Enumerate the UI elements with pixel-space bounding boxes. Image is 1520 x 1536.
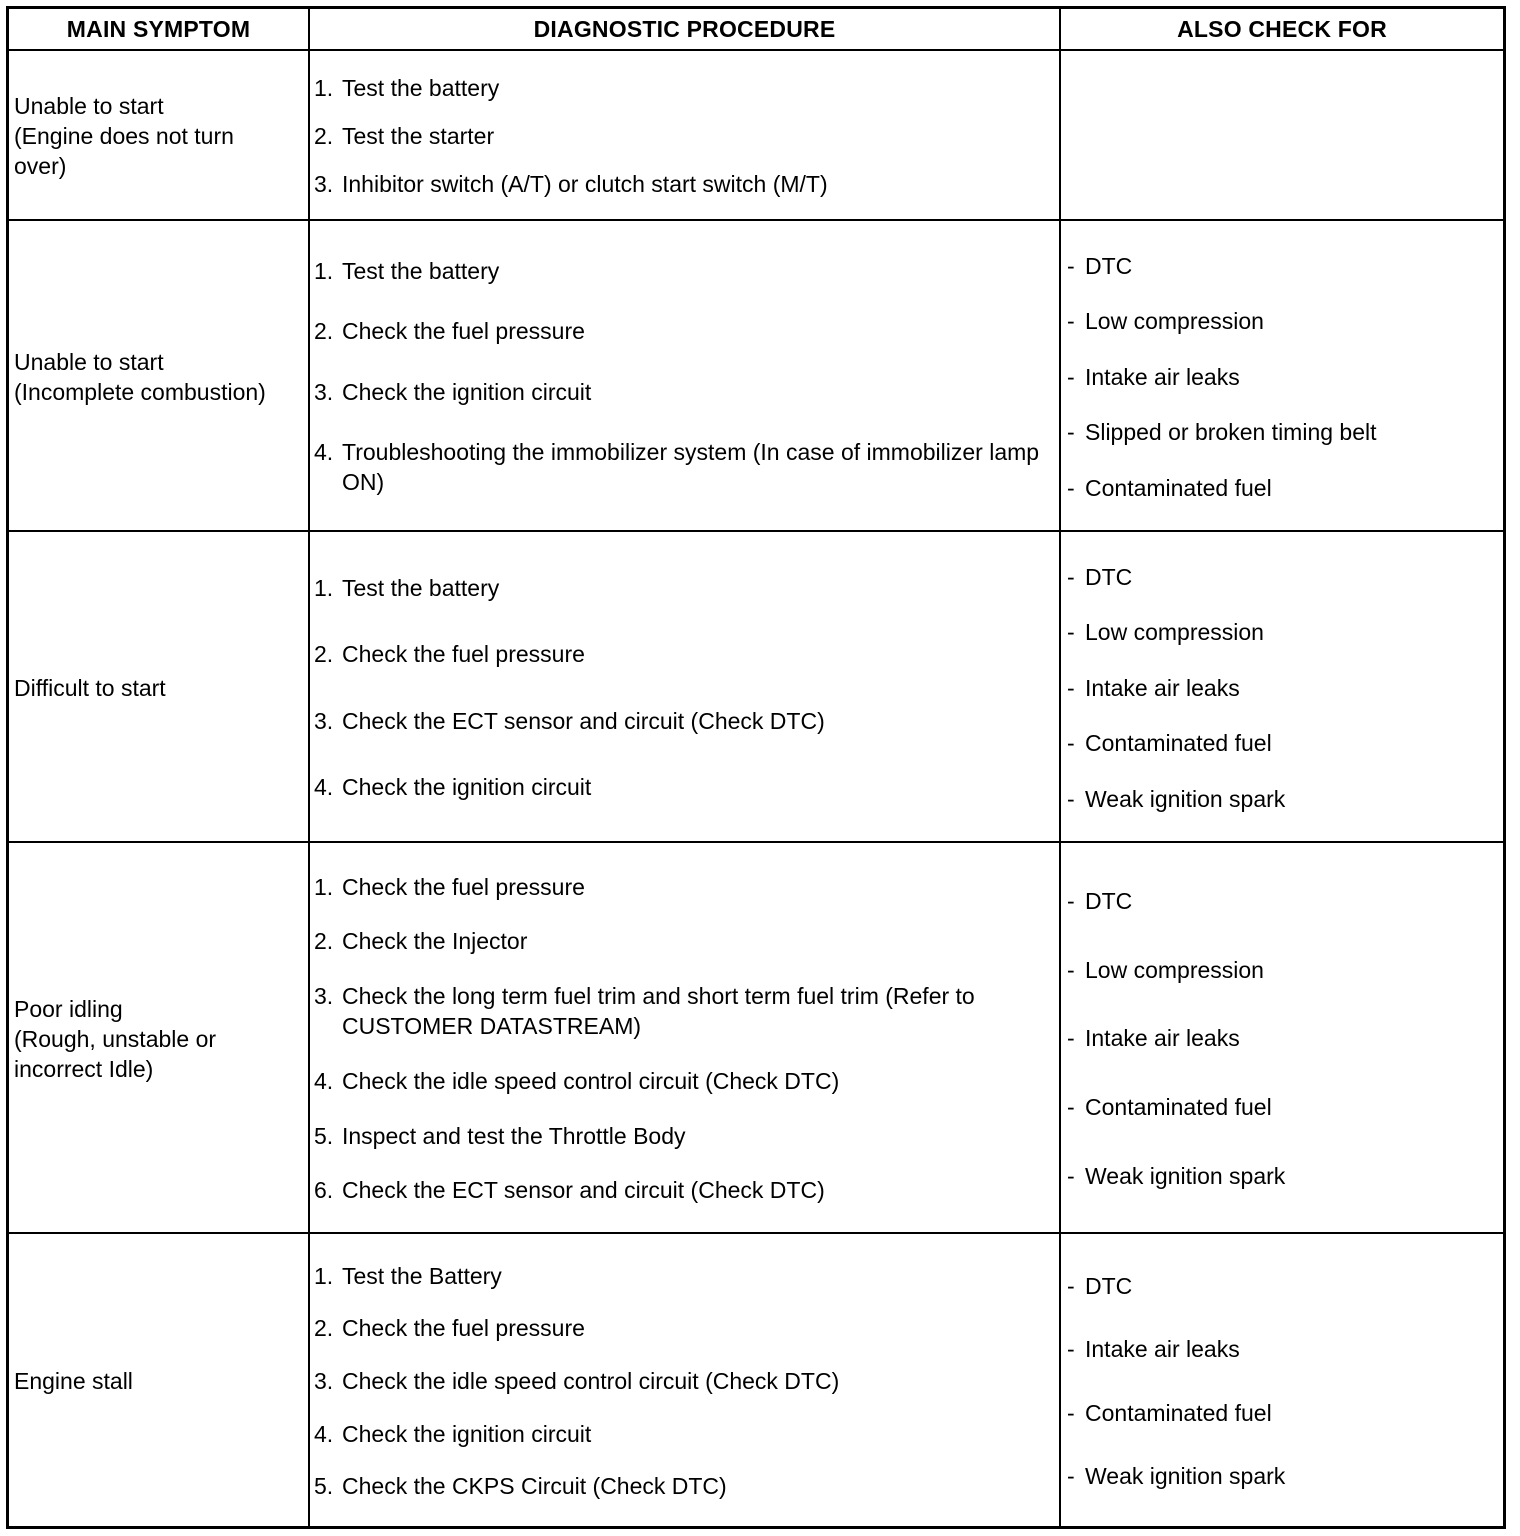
- step-number: 2.: [314, 318, 334, 345]
- step-number: 2.: [314, 928, 334, 955]
- main-symptom-text: Difficult to start: [14, 674, 166, 701]
- procedure-step: [314, 1175, 1047, 1205]
- main-symptom-cell: [9, 221, 308, 532]
- check-dash: -: [1067, 1336, 1075, 1363]
- procedure-step: [314, 1313, 1047, 1343]
- step-text: Check the idle speed control circuit (Check DTC): [342, 1067, 840, 1094]
- step-number: 1.: [314, 75, 334, 101]
- check-item: [1067, 784, 1493, 814]
- step-text: Check the long term fuel trim and short term fuel trim (Refer to CUSTOMER DATASTREAM): [342, 983, 975, 1040]
- table-row: [9, 219, 1503, 532]
- procedure-step: [314, 706, 1047, 736]
- check-dash: -: [1067, 1462, 1075, 1489]
- check-item: [1067, 728, 1493, 758]
- step-number: 5.: [314, 1122, 334, 1149]
- check-text: Contaminated fuel: [1085, 1094, 1272, 1121]
- step-text: Check the ECT sensor and circuit (Check DTC): [342, 707, 825, 734]
- check-text: DTC: [1085, 887, 1133, 914]
- main-symptom-text: Engine stall: [14, 1368, 133, 1394]
- step-number: 3.: [314, 1367, 334, 1394]
- procedure-step: [314, 73, 1047, 103]
- check-text: DTC: [1085, 252, 1133, 279]
- check-text: Intake air leaks: [1085, 1336, 1240, 1363]
- check-dash: -: [1067, 563, 1075, 590]
- check-dash: -: [1067, 956, 1075, 983]
- check-dash: -: [1067, 1399, 1075, 1426]
- diagnostic-procedure-cell: [308, 51, 1059, 221]
- check-item: [1067, 886, 1493, 916]
- step-text: Check the fuel pressure: [342, 1315, 585, 1342]
- check-item: [1067, 617, 1493, 647]
- also-check-for-cell: [1059, 1234, 1503, 1528]
- step-number: 1.: [314, 257, 334, 284]
- header-also-check-for: ALSO CHECK FOR: [1059, 9, 1503, 49]
- step-text: Check the fuel pressure: [342, 641, 585, 668]
- check-dash: -: [1067, 1025, 1075, 1052]
- step-text: Check the ignition circuit: [342, 378, 592, 405]
- check-text: Weak ignition spark: [1085, 785, 1286, 812]
- check-text: Low compression: [1085, 308, 1264, 334]
- table-header: [9, 9, 1503, 49]
- check-item: [1067, 1461, 1493, 1491]
- main-symptom-cell: [9, 843, 308, 1234]
- check-dash: -: [1067, 1094, 1075, 1121]
- check-dash: -: [1067, 674, 1075, 701]
- procedure-step: [314, 316, 1047, 346]
- check-item: [1067, 955, 1493, 985]
- step-number: 5.: [314, 1473, 334, 1500]
- procedure-step: [314, 1366, 1047, 1396]
- procedure-step: [314, 772, 1047, 802]
- diagnostic-procedure-cell: [308, 1234, 1059, 1528]
- diagnostic-procedure-cell: [308, 532, 1059, 843]
- procedure-step: [314, 639, 1047, 669]
- step-number: 1.: [314, 873, 334, 900]
- header-diagnostic-procedure: DIAGNOSTIC PROCEDURE: [308, 9, 1059, 49]
- procedure-step: [314, 981, 1047, 1041]
- check-text: Weak ignition spark: [1085, 1462, 1286, 1489]
- check-text: Contaminated fuel: [1085, 474, 1272, 501]
- check-item: [1067, 1271, 1493, 1301]
- check-item: [1067, 306, 1493, 336]
- procedure-step: [314, 573, 1047, 603]
- main-symptom-cell: [9, 532, 308, 843]
- table-row: [9, 530, 1503, 843]
- main-symptom-text: Unable to start (Engine does not turn over): [14, 93, 234, 179]
- header-main-symptom: MAIN SYMPTOM: [66, 15, 251, 42]
- check-dash: -: [1067, 1163, 1075, 1190]
- procedure-step: [314, 121, 1047, 151]
- check-text: Low compression: [1085, 619, 1264, 645]
- check-dash: -: [1067, 730, 1075, 756]
- check-item: [1067, 1398, 1493, 1428]
- diagnostic-procedure-cell: [308, 221, 1059, 532]
- check-text: DTC: [1085, 1273, 1133, 1300]
- step-number: 2.: [314, 123, 334, 149]
- check-item: [1067, 673, 1493, 703]
- step-text: Check the idle speed control circuit (Check DTC): [342, 1367, 840, 1394]
- procedure-step: [314, 1419, 1047, 1449]
- procedure-step: [314, 377, 1047, 407]
- check-text: Contaminated fuel: [1085, 730, 1272, 756]
- procedure-step: [314, 1066, 1047, 1096]
- step-text: Check the fuel pressure: [342, 873, 585, 900]
- main-symptom-cell: [9, 51, 308, 221]
- procedure-step: [314, 1121, 1047, 1151]
- step-text: Check the ECT sensor and circuit (Check DTC): [342, 1177, 825, 1204]
- check-item: [1067, 417, 1493, 447]
- check-dash: -: [1067, 619, 1075, 645]
- check-text: Intake air leaks: [1085, 674, 1240, 701]
- step-text: Check the ignition circuit: [342, 774, 592, 801]
- step-text: Test the battery: [342, 75, 500, 101]
- also-check-for-cell: [1059, 532, 1503, 843]
- check-item: [1067, 362, 1493, 392]
- check-dash: -: [1067, 474, 1075, 501]
- step-text: Test the Battery: [342, 1262, 502, 1289]
- also-check-for-cell: [1059, 843, 1503, 1234]
- step-number: 1.: [314, 574, 334, 601]
- procedure-step: [314, 872, 1047, 902]
- step-text: Test the starter: [342, 123, 495, 149]
- step-number: 4.: [314, 774, 334, 801]
- procedure-step: [314, 926, 1047, 956]
- step-number: 2.: [314, 641, 334, 668]
- step-text: Check the Injector: [342, 928, 528, 955]
- check-text: Contaminated fuel: [1085, 1399, 1272, 1426]
- check-dash: -: [1067, 308, 1075, 334]
- diagnostic-procedure-cell: [308, 843, 1059, 1234]
- step-text: Troubleshooting the immobilizer system (In case of immobilizer lamp ON): [342, 439, 1040, 496]
- step-number: 2.: [314, 1315, 334, 1342]
- main-symptom-text: Unable to start (Incomplete combustion): [14, 348, 266, 405]
- step-text: Check the fuel pressure: [342, 318, 585, 345]
- check-dash: -: [1067, 252, 1075, 279]
- main-symptom-text: Poor idling (Rough, unstable or incorrect Idle): [14, 995, 217, 1082]
- check-dash: -: [1067, 785, 1075, 812]
- step-text: Inspect and test the Throttle Body: [342, 1122, 686, 1149]
- check-item: [1067, 1334, 1493, 1364]
- table-row: [9, 1232, 1503, 1528]
- step-text: Test the battery: [342, 574, 500, 601]
- procedure-step: [314, 437, 1047, 497]
- step-text: Check the CKPS Circuit (Check DTC): [342, 1473, 727, 1500]
- procedure-step: [314, 1261, 1047, 1291]
- check-dash: -: [1067, 1273, 1075, 1300]
- check-item: [1067, 1161, 1493, 1191]
- step-text: Check the ignition circuit: [342, 1420, 592, 1447]
- step-number: 4.: [314, 1420, 334, 1447]
- procedure-step: [314, 256, 1047, 286]
- check-item: [1067, 473, 1493, 503]
- procedure-step: [314, 1471, 1047, 1501]
- check-text: Slipped or broken timing belt: [1085, 419, 1377, 445]
- check-text: DTC: [1085, 563, 1133, 590]
- diagnostic-table: [6, 6, 1506, 1529]
- step-number: 4.: [314, 1067, 334, 1094]
- check-item: [1067, 1092, 1493, 1122]
- check-item: [1067, 251, 1493, 281]
- check-dash: -: [1067, 363, 1075, 390]
- step-text: Test the battery: [342, 257, 500, 284]
- check-item: [1067, 562, 1493, 592]
- step-number: 6.: [314, 1177, 334, 1204]
- step-number: 3.: [314, 983, 334, 1010]
- check-dash: -: [1067, 419, 1075, 445]
- step-number: 3.: [314, 171, 334, 197]
- also-check-for-cell: [1059, 221, 1503, 532]
- check-item: [1067, 1023, 1493, 1053]
- step-number: 1.: [314, 1262, 334, 1289]
- table-row: [9, 841, 1503, 1234]
- step-text: Inhibitor switch (A/T) or clutch start switch (M/T): [342, 171, 828, 197]
- check-text: Low compression: [1085, 956, 1264, 983]
- procedure-step: [314, 169, 1047, 199]
- also-check-for-cell: [1059, 51, 1503, 221]
- check-text: Intake air leaks: [1085, 1025, 1240, 1052]
- table-row: [9, 49, 1503, 221]
- check-text: Weak ignition spark: [1085, 1163, 1286, 1190]
- step-number: 3.: [314, 707, 334, 734]
- step-number: 3.: [314, 378, 334, 405]
- check-dash: -: [1067, 887, 1075, 914]
- main-symptom-cell: [9, 1234, 308, 1528]
- check-text: Intake air leaks: [1085, 363, 1240, 390]
- step-number: 4.: [314, 439, 334, 466]
